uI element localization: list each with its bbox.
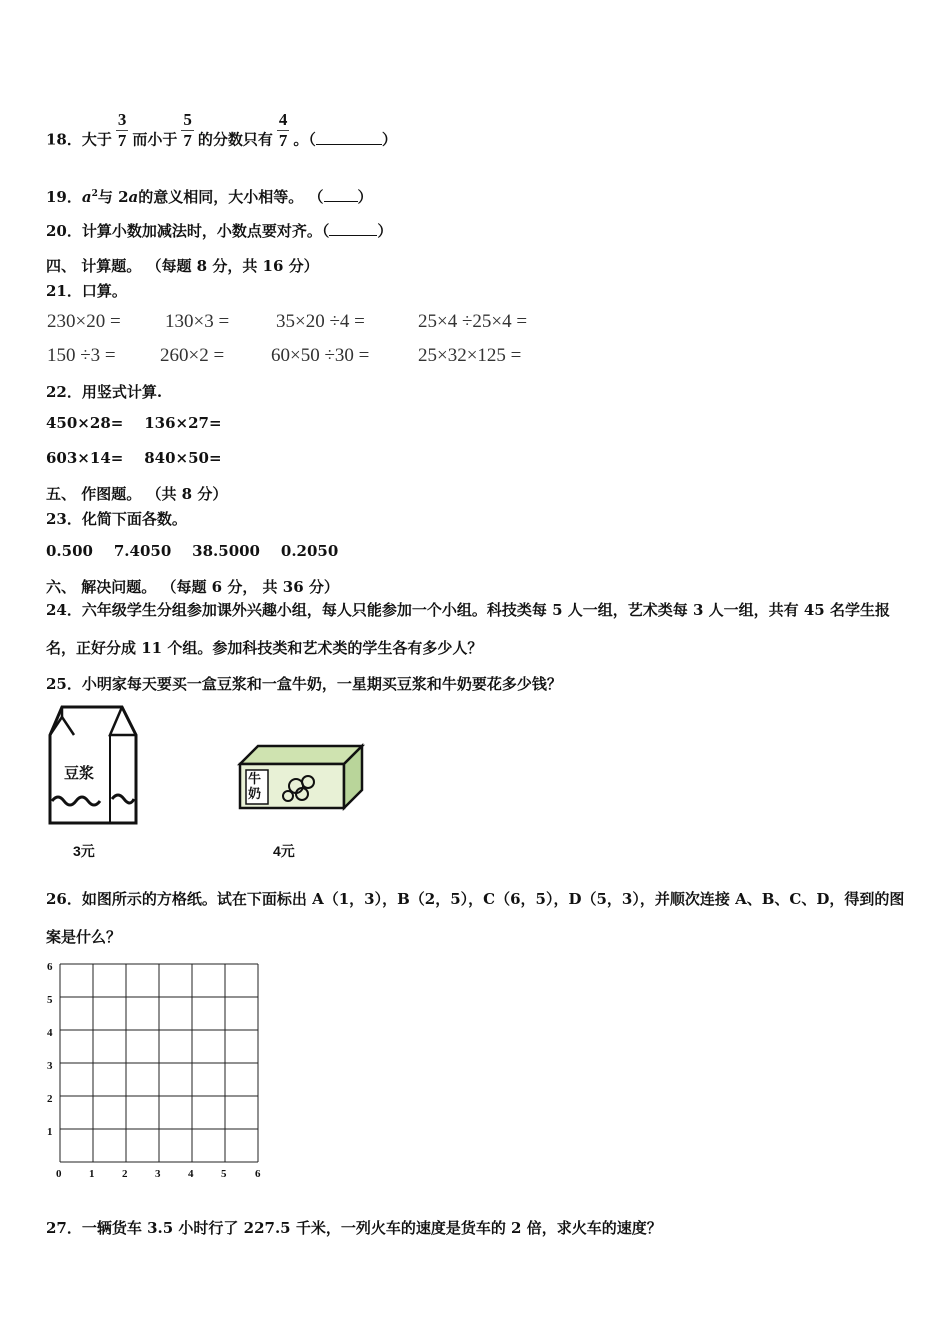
fraction-3-7 <box>116 110 129 151</box>
q22-row1: 450×28= 136×27= <box>46 414 222 432</box>
question-21-title: 21．口算。 <box>46 282 127 300</box>
q19-close: ） <box>357 188 373 206</box>
frac-den: 7 <box>117 131 127 150</box>
coordinate-grid[interactable] <box>58 962 266 1168</box>
x-axis-label: 2 <box>122 1168 128 1180</box>
section-5-heading: 五、 作图题。 （共 8 分） <box>46 485 228 503</box>
question-18 <box>46 110 397 161</box>
y-axis-label: 3 <box>47 1060 53 1072</box>
y-axis-label: 4 <box>47 1027 53 1039</box>
q22-row2: 603×14= 840×50= <box>46 449 222 467</box>
frac-num: 5 <box>183 110 192 129</box>
q18-prefix: 18．大于 <box>46 130 112 149</box>
x-axis-label: 1 <box>89 1168 95 1180</box>
x-axis-label: 0 <box>56 1168 62 1180</box>
answer-blank[interactable] <box>324 201 358 202</box>
frac-den: 7 <box>183 131 192 150</box>
q18-after: 的分数只有 <box>197 130 273 149</box>
x-axis-label: 6 <box>255 1168 261 1180</box>
oral-calc-item: 150 ÷3 = <box>47 345 116 366</box>
x-axis-label: 5 <box>221 1168 227 1180</box>
oral-calc-item: 25×32×125 = <box>418 345 522 366</box>
y-axis-label: 5 <box>47 994 53 1006</box>
q18-mid: 而小于 <box>132 130 178 149</box>
soy-milk-price: 3元 <box>73 843 95 859</box>
oral-calc-item: 35×20 ÷4 = <box>276 311 365 332</box>
q19-prefix: 19． <box>46 188 82 206</box>
q19-var-a2: a <box>128 188 139 206</box>
question-22-title: 22．用竖式计算. <box>46 383 163 401</box>
y-axis-label: 6 <box>47 961 53 973</box>
q20-text: 20．计算小数加减法时，小数点要对齐。（ <box>46 222 330 240</box>
fraction-4-7 <box>277 110 290 151</box>
x-axis-label: 4 <box>188 1168 194 1180</box>
section-6-heading: 六、 解决问题。 （每题 6 分， 共 36 分） <box>46 578 339 596</box>
q18-close: ） <box>381 130 397 149</box>
soy-milk-label: 豆浆 <box>64 764 95 782</box>
question-24: 24．六年级学生分组参加课外兴趣小组，每人只能参加一个小组。科技类每 5 人一组，艺术类每 3 人一组，共有 45 名学生报名，正好分成 11 个组。参加科技类和艺术类的学生各有多少人？ <box>46 601 890 657</box>
question-25: 25．小明家每天要买一盒豆浆和一盒牛奶，一星期买豆浆和牛奶要花多少钱？ <box>46 675 562 693</box>
oral-calc-item: 25×4 ÷25×4 = <box>418 311 528 332</box>
question-19 <box>46 186 373 207</box>
q19-var-a: a <box>81 188 92 206</box>
milk-box-price: 4元 <box>273 843 295 859</box>
question-26: 26．如图所示的方格纸。试在下面标出 A（1，3），B（2，5），C（6，5），D（5，3），并顺次连接 A、B、C、D，得到的图案是什么？ <box>46 890 905 946</box>
y-axis-label: 1 <box>47 1126 53 1138</box>
answer-blank[interactable] <box>329 235 377 236</box>
q19-exponent: 2 <box>91 189 98 199</box>
question-23-title: 23．化简下面各数。 <box>46 510 187 528</box>
oral-calc-item: 260×2 = <box>160 345 225 366</box>
question-20 <box>46 220 392 241</box>
q18-end: 。（ <box>293 130 316 149</box>
question-27: 27．一辆货车 3.5 小时行了 227.5 千米，一列火车的速度是货车的 2 倍，求火车的速度？ <box>46 1219 662 1237</box>
fraction-5-7 <box>181 110 194 151</box>
frac-num: 4 <box>278 110 288 129</box>
frac-num: 3 <box>117 110 127 129</box>
answer-blank[interactable] <box>316 144 382 145</box>
milk-box-label: 牛奶 <box>248 772 262 802</box>
q19-mid: 与 2 <box>97 188 129 206</box>
oral-calc-item: 60×50 ÷30 = <box>271 345 370 366</box>
y-axis-label: 2 <box>47 1093 53 1105</box>
frac-den: 7 <box>278 131 288 150</box>
q20-close: ） <box>377 222 393 240</box>
q23-values: 0.500 7.4050 38.5000 0.2050 <box>46 542 339 560</box>
oral-calc-item: 130×3 = <box>165 311 230 332</box>
x-axis-label: 3 <box>155 1168 161 1180</box>
q19-rest: 的意义相同，大小相等。 （ <box>138 188 324 206</box>
section-4-heading: 四、 计算题。 （每题 8 分，共 16 分） <box>46 257 319 275</box>
oral-calc-item: 230×20 = <box>47 311 121 332</box>
